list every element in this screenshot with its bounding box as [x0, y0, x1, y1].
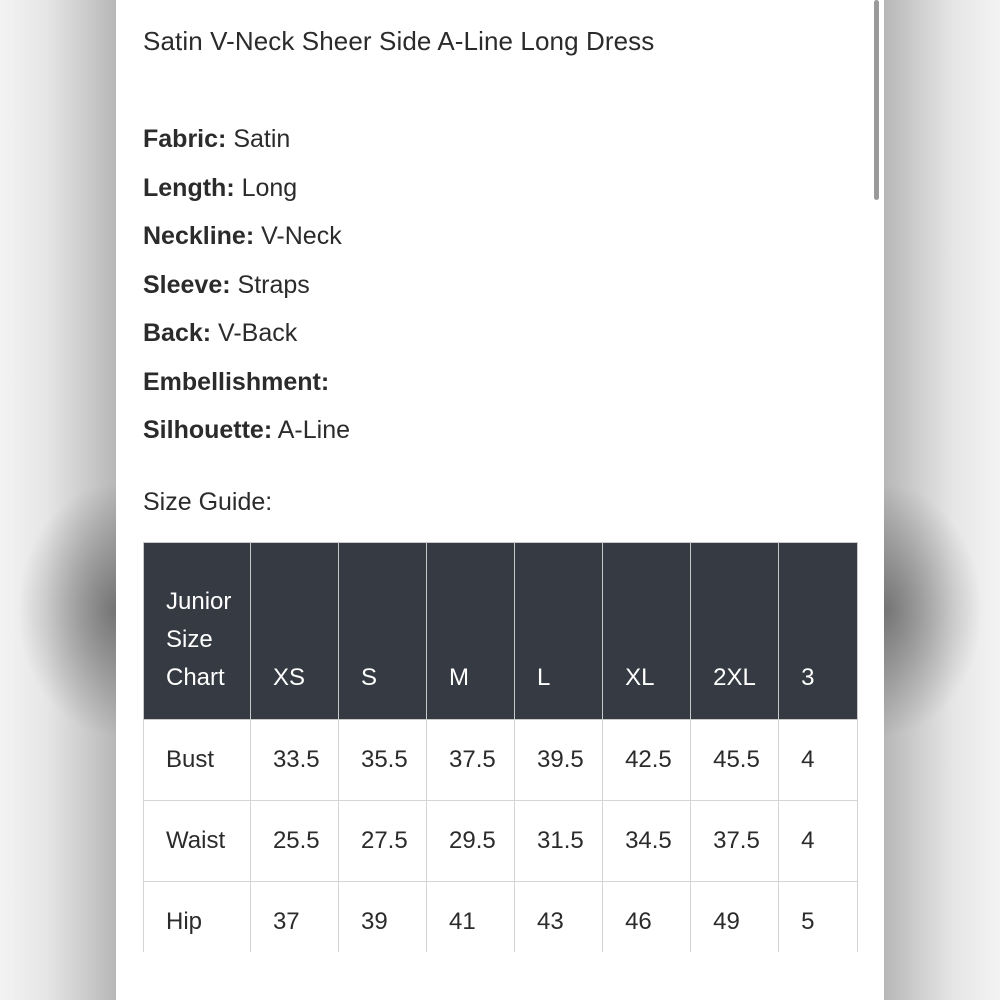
- table-cell: 43: [515, 882, 603, 953]
- corner-header: Junior Size Chart: [144, 543, 251, 720]
- spec-label: Sleeve:: [143, 270, 231, 299]
- spec-list: [143, 120, 350, 460]
- spec-embellishment: [143, 363, 350, 412]
- size-header: XS: [250, 543, 338, 720]
- table-row: [144, 882, 858, 953]
- table-cell: 39: [338, 882, 426, 953]
- table-cell: 46: [603, 882, 691, 953]
- spec-back: [143, 314, 350, 363]
- spec-neckline: [143, 217, 350, 266]
- size-header: S: [338, 543, 426, 720]
- size-header: L: [515, 543, 603, 720]
- table-header-row: [144, 543, 858, 720]
- spec-value: V-Back: [218, 319, 298, 347]
- table-cell: 27.5: [338, 801, 426, 882]
- spec-length: [143, 169, 350, 218]
- size-header: M: [427, 543, 515, 720]
- table-cell: 49: [691, 882, 779, 953]
- spec-value: V-Neck: [261, 222, 342, 250]
- size-guide-label: Size Guide:: [143, 488, 273, 516]
- spec-label: Fabric:: [143, 125, 227, 153]
- size-chart-table: [143, 542, 858, 952]
- spec-silhouette: [143, 411, 350, 460]
- table-cell: 31.5: [515, 801, 603, 882]
- size-header: 2XL: [691, 543, 779, 720]
- product-title: Satin V-Neck Sheer Side A-Line Long Dress: [143, 26, 655, 56]
- table-cell: 35.5: [338, 720, 426, 801]
- row-label: Waist: [144, 801, 251, 882]
- scrollbar-thumb[interactable]: [874, 0, 879, 200]
- spec-value: Satin: [233, 125, 291, 153]
- table-cell: 45.5: [691, 720, 779, 801]
- size-header: XL: [603, 543, 691, 720]
- table-cell: 34.5: [603, 801, 691, 882]
- table-cell: 41: [427, 882, 515, 953]
- table-cell: 5: [779, 882, 858, 953]
- spec-label: Embellishment:: [143, 367, 330, 396]
- table-cell: 4: [779, 801, 858, 882]
- table-cell: 37.5: [427, 720, 515, 801]
- product-details-page: [116, 0, 884, 1000]
- row-label: Bust: [144, 720, 251, 801]
- size-table-scroll[interactable]: [143, 542, 858, 952]
- spec-fabric: [143, 120, 350, 169]
- table-cell: 25.5: [250, 801, 338, 882]
- spec-value: Long: [241, 173, 298, 202]
- spec-value: A-Line: [277, 416, 351, 444]
- table-cell: 42.5: [603, 720, 691, 801]
- row-label: Hip: [144, 882, 251, 953]
- spec-sleeve: [143, 266, 350, 315]
- table-cell: 37: [250, 882, 338, 953]
- table-row: [144, 801, 858, 882]
- right-background: [884, 0, 1000, 1000]
- spec-label: Neckline:: [143, 222, 255, 250]
- size-header: 3: [779, 543, 858, 720]
- spec-value: Straps: [237, 270, 310, 299]
- spec-label: Back:: [143, 319, 212, 347]
- left-background: [0, 0, 116, 1000]
- spec-label: Length:: [143, 173, 235, 202]
- table-cell: 4: [779, 720, 858, 801]
- table-row: [144, 720, 858, 801]
- table-cell: 33.5: [250, 720, 338, 801]
- table-cell: 29.5: [427, 801, 515, 882]
- table-cell: 39.5: [515, 720, 603, 801]
- spec-label: Silhouette:: [143, 416, 273, 444]
- table-cell: 37.5: [691, 801, 779, 882]
